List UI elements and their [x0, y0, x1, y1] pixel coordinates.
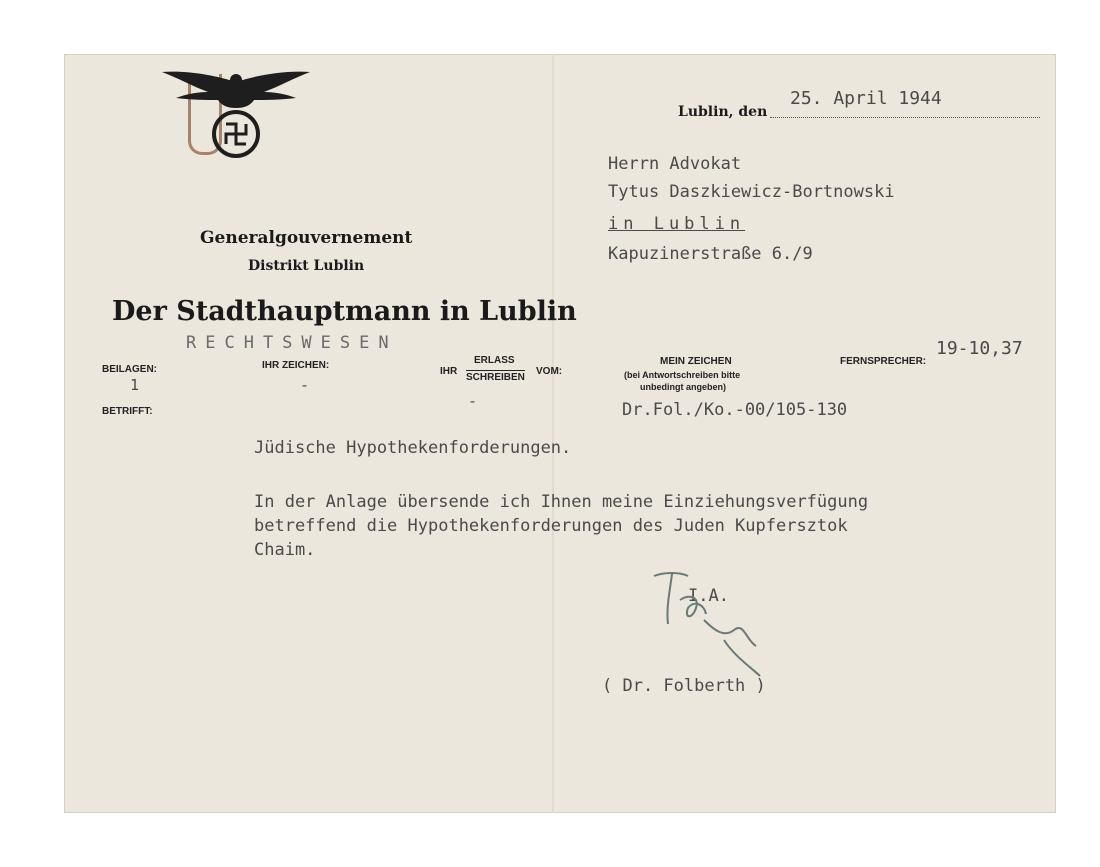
- subject-line: Jüdische Hypothekenforderungen.: [254, 438, 572, 458]
- beilagen-label: BEILAGEN:: [102, 364, 157, 375]
- body-para2: betreffend die Hypothekenforderungen des Juden Kupfersztok: [254, 516, 848, 536]
- mein-zeichen-value: Dr.Fol./Ko.-00/105-130: [622, 400, 848, 420]
- recipient-line4: Kapuzinerstraße 6./9: [608, 244, 813, 264]
- eagle-emblem-icon: [158, 62, 314, 166]
- vom-label: VOM:: [536, 366, 563, 377]
- date-line: [770, 117, 1040, 118]
- handwritten-signature: [584, 560, 764, 680]
- mein-zeichen-label: MEIN ZEICHEN: [660, 356, 732, 367]
- body-para3: Chaim.: [254, 540, 316, 560]
- beilagen-value: 1: [130, 376, 140, 394]
- fold-line: [552, 54, 554, 813]
- ihr-zeichen-label: IHR ZEICHEN:: [262, 360, 330, 371]
- recipient-line3: in Lublin: [608, 214, 746, 234]
- letter-sheet: [64, 54, 1056, 813]
- recipient-line2: Tytus Daszkiewicz-Bortnowski: [608, 182, 895, 202]
- recipient-line1: Herrn Advokat: [608, 154, 742, 174]
- ihr-label: IHR: [440, 366, 458, 377]
- body-para1: In der Anlage übersende ich Ihnen meine Einziehungsverfügung: [254, 492, 869, 512]
- place-label: Lublin, den: [678, 104, 768, 120]
- erlass-label: ERLASS: [474, 355, 515, 366]
- department-stamp: RECHTSWESEN: [186, 333, 398, 353]
- mein-zeichen-note2: unbedingt angeben): [640, 382, 726, 392]
- ihr-zeichen-value: -: [300, 376, 310, 394]
- betrifft-label: BETRIFFT:: [102, 406, 153, 417]
- ia-label: I.A.: [688, 586, 729, 606]
- letter-date: 25. April 1944: [790, 88, 942, 109]
- gov-name: Generalgouvernement: [200, 228, 413, 248]
- signatory-name: ( Dr. Folberth ): [602, 676, 766, 696]
- fernsprecher-value: 19-10,37: [936, 338, 1023, 359]
- vom-value: -: [468, 392, 478, 410]
- mein-zeichen-note1: (bei Antwortschreiben bitte: [624, 370, 741, 380]
- fernsprecher-label: FERNSPRECHER:: [840, 356, 927, 367]
- schreiben-label: SCHREIBEN: [466, 372, 525, 383]
- office-name: Der Stadthauptmann in Lublin: [112, 296, 577, 327]
- district-name: Distrikt Lublin: [248, 258, 365, 274]
